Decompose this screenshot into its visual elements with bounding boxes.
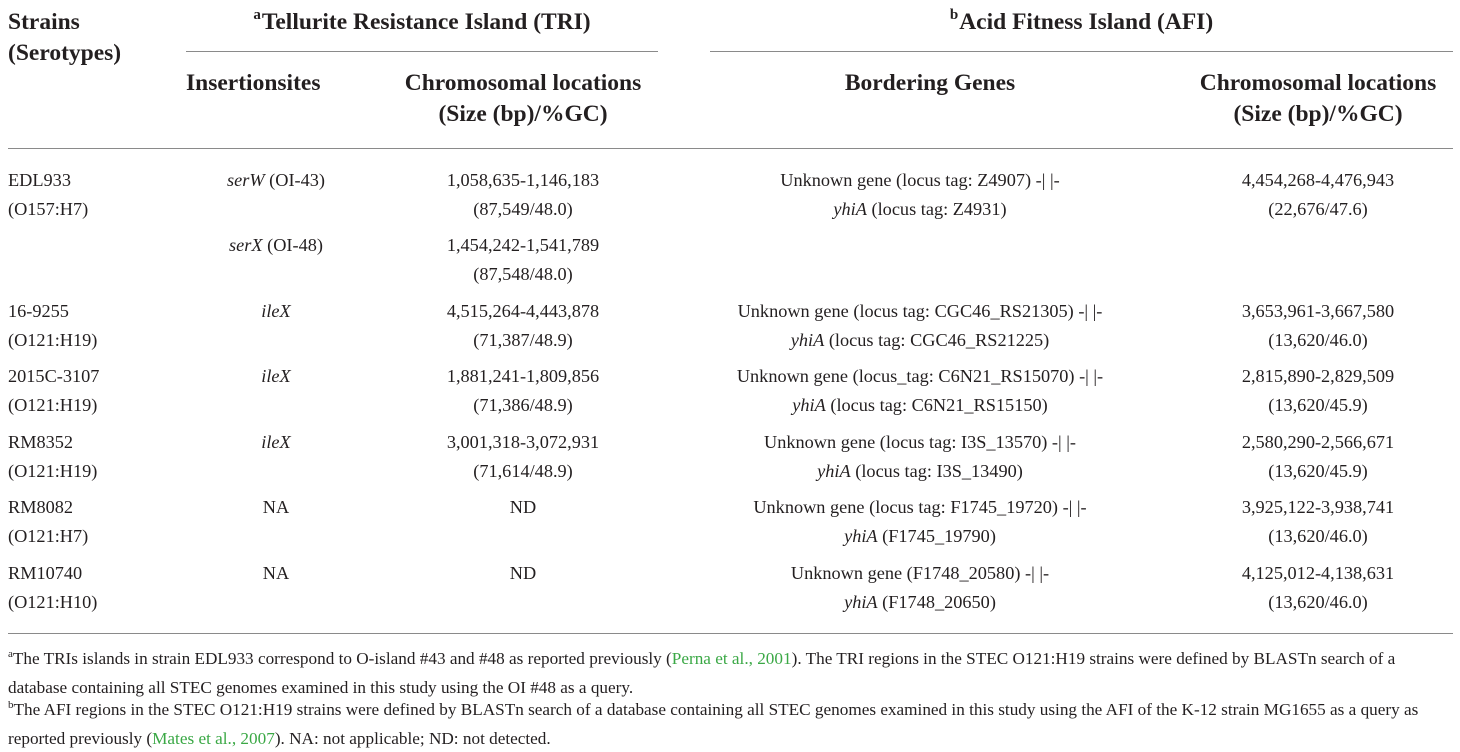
footnote-a-text-end: ). The TRI regions in the STEC O121:H19 strains were defined by BLASTn search of a database containing all STEC genomes examined in this study using the OI #48 as a query. (8, 649, 1396, 697)
table-row-edl933b-tri-loc (380, 231, 666, 289)
table-row-rm8352-afi-loc (1168, 428, 1460, 486)
serotype: (O121:H19) (8, 461, 98, 481)
serotype: (O121:H19) (8, 395, 98, 415)
insertion-gene: serW (227, 170, 265, 190)
header-rule (8, 148, 1453, 149)
footnote-b (8, 697, 1454, 751)
border-gene: yhiA (792, 395, 826, 415)
table-row-rm8352-insertion (186, 428, 366, 457)
tri-location: 1,058,635-1,146,183 (446, 170, 600, 190)
tri-location: ND (509, 563, 537, 583)
afi-location: 2,815,890-2,829,509 (1241, 366, 1395, 386)
border-line2 (700, 391, 1140, 420)
border-line2 (700, 457, 1140, 486)
table-row-rm8082-insertion (186, 493, 366, 522)
afi-location: 4,125,012-4,138,631 (1241, 563, 1395, 583)
insertion-gene: serX (229, 235, 263, 255)
table-row-2015c3107-tri-loc (380, 362, 666, 420)
afi-size: (13,620/45.9) (1268, 461, 1368, 481)
citation-link-mates[interactable]: Mates et al., 2007 (152, 728, 275, 748)
header-tri (186, 7, 658, 41)
border-line2 (700, 326, 1140, 355)
table-row-edl933b-insertion (186, 231, 366, 260)
border-tag: (F1745_19790) (877, 526, 996, 546)
border-tag: (F1748_20650) (877, 592, 996, 612)
tri-size: (87,549/48.0) (473, 199, 573, 219)
border-line1: Unknown gene (locus tag: Z4907) -| |- (780, 170, 1060, 190)
table-row-169255-border (700, 297, 1140, 355)
header-bordering-genes: Bordering Genes (844, 70, 1016, 96)
afi-size: (13,620/46.0) (1268, 526, 1368, 546)
table-row-rm10740-strain (8, 559, 97, 617)
table-row-169255-tri-loc (380, 297, 666, 355)
border-line1: Unknown gene (locus tag: F1745_19720) -| |- (753, 497, 1087, 517)
border-gene: yhiA (817, 461, 851, 481)
border-line1: Unknown gene (locus_tag: C6N21_RS15070) -| |- (736, 366, 1104, 386)
strain-name: 2015C-3107 (8, 366, 100, 386)
serotype: (O121:H19) (8, 330, 98, 350)
border-gene: yhiA (844, 592, 878, 612)
table-bottom-rule (8, 633, 1453, 634)
header-afi (710, 7, 1453, 41)
header-tri-loc-line1: Chromosomal locations (404, 70, 642, 96)
border-line1: Unknown gene (F1748_20580) -| |- (790, 563, 1050, 583)
tri-size: (71,386/48.9) (473, 395, 573, 415)
header-insertion-sites: Insertionsites (186, 70, 321, 96)
border-gene: yhiA (833, 199, 867, 219)
tri-location: 3,001,318-3,072,931 (446, 432, 600, 452)
footnote-a (8, 646, 1454, 700)
table-row-rm8082-border (700, 493, 1140, 551)
border-line2 (700, 522, 1140, 551)
footnote-b-text: The AFI regions in the STEC O121:H19 strains were defined by BLASTn search of a database containing all STEC genomes examined in this study using the AFI of the K-12 strain MG1655 as a query as reported previously ( (8, 700, 1419, 748)
tri-location: 4,515,264-4,443,878 (446, 301, 600, 321)
footnote-a-text: The TRIs islands in strain EDL933 correspond to O-island #43 and #48 as reported previously ( (12, 649, 672, 668)
header-tri-loc-line2: (Size (bp)/%GC) (438, 101, 608, 127)
header-afi-loc-line2: (Size (bp)/%GC) (1233, 101, 1403, 127)
border-gene: yhiA (790, 330, 825, 350)
border-gene: yhiA (844, 526, 878, 546)
serotype: (O121:H10) (8, 592, 98, 612)
insertion-rest: (OI-43) (264, 170, 325, 190)
border-line2 (700, 195, 1140, 224)
strain-name: RM10740 (8, 563, 83, 583)
header-afi-mark: b (949, 7, 959, 23)
table-row-edl933-strain (8, 166, 88, 224)
header-tri-mark: a (253, 7, 261, 23)
table-row-rm8352-tri-loc (380, 428, 666, 486)
footnote-a-mark: a (8, 648, 13, 660)
tri-size: (71,387/48.9) (473, 330, 573, 350)
table-row-rm8352-border (700, 428, 1140, 486)
afi-location: 3,925,122-3,938,741 (1241, 497, 1395, 517)
header-strains-line1: Strains (8, 9, 80, 35)
table-row-rm8082-tri-loc (380, 493, 666, 522)
table-row-rm8082-strain (8, 493, 88, 551)
footnote-b-text-end: ). NA: not applicable; ND: not detected. (274, 728, 551, 748)
strain-name: 16-9255 (8, 301, 69, 321)
table-row-rm10740-tri-loc (380, 559, 666, 588)
header-afi-loc-line1: Chromosomal locations (1199, 70, 1437, 96)
strain-name: EDL933 (8, 170, 71, 190)
tri-size: (87,548/48.0) (473, 264, 573, 284)
header-afi-locations (1168, 68, 1460, 130)
footnote-b-mark: b (8, 699, 14, 711)
citation-link-perna[interactable]: Perna et al., 2001 (671, 649, 792, 668)
table-row-rm10740-border (700, 559, 1140, 617)
header-strains-line2: (Serotypes) (8, 40, 122, 66)
insertion-gene: ileX (261, 301, 291, 321)
table-row-rm10740-afi-loc (1168, 559, 1460, 617)
afi-location: 2,580,290-2,566,671 (1241, 432, 1395, 452)
afi-group-rule (710, 51, 1453, 52)
border-tag: (locus tag: Z4931) (866, 199, 1007, 219)
header-tri-locations (380, 68, 666, 130)
insertion-gene: ileX (261, 366, 291, 386)
tri-location: 1,881,241-1,809,856 (446, 366, 600, 386)
table-row-2015c3107-afi-loc (1168, 362, 1460, 420)
tri-location: ND (509, 497, 537, 517)
table-row-2015c3107-strain (8, 362, 99, 420)
tri-size: (71,614/48.9) (473, 461, 573, 481)
border-tag: (locus tag: C6N21_RS15150) (825, 395, 1048, 415)
table-row-edl933-afi-loc (1168, 166, 1460, 224)
afi-location: 3,653,961-3,667,580 (1241, 301, 1395, 321)
insertion-rest: NA (262, 563, 290, 583)
table-row-rm10740-insertion (186, 559, 366, 588)
table-row-rm8082-afi-loc (1168, 493, 1460, 551)
strain-name: RM8352 (8, 432, 74, 452)
border-tag: (locus tag: CGC46_RS21225) (824, 330, 1050, 350)
border-line2 (700, 588, 1140, 617)
serotype: (O121:H7) (8, 526, 89, 546)
border-tag: (locus tag: I3S_13490) (850, 461, 1023, 481)
serotype: (O157:H7) (8, 199, 89, 219)
table-row-edl933-tri-loc (380, 166, 666, 224)
header-strains (8, 7, 121, 69)
table-row-169255-insertion (186, 297, 366, 326)
table-row-edl933-border (700, 166, 1140, 224)
insertion-rest: NA (262, 497, 290, 517)
tri-location: 1,454,242-1,541,789 (446, 235, 600, 255)
table-row-169255-strain (8, 297, 97, 355)
table-row-2015c3107-border (700, 362, 1140, 420)
afi-size: (13,620/45.9) (1268, 395, 1368, 415)
table-row-169255-afi-loc (1168, 297, 1460, 355)
strain-name: RM8082 (8, 497, 74, 517)
table-row-edl933-insertion (186, 166, 366, 195)
insertion-rest: (OI-48) (262, 235, 323, 255)
header-tri-title: Tellurite Resistance Island (TRI) (261, 9, 591, 35)
header-afi-title: Acid Fitness Island (AFI) (959, 9, 1214, 35)
afi-location: 4,454,268-4,476,943 (1241, 170, 1395, 190)
table-row-2015c3107-insertion (186, 362, 366, 391)
afi-size: (22,676/47.6) (1268, 199, 1368, 219)
afi-size: (13,620/46.0) (1268, 592, 1368, 612)
border-line1: Unknown gene (locus tag: CGC46_RS21305) -| |- (737, 301, 1103, 321)
table-row-rm8352-strain (8, 428, 97, 486)
afi-size: (13,620/46.0) (1268, 330, 1368, 350)
insertion-gene: ileX (261, 432, 291, 452)
tri-group-rule (186, 51, 658, 52)
border-line1: Unknown gene (locus tag: I3S_13570) -| |- (764, 432, 1076, 452)
